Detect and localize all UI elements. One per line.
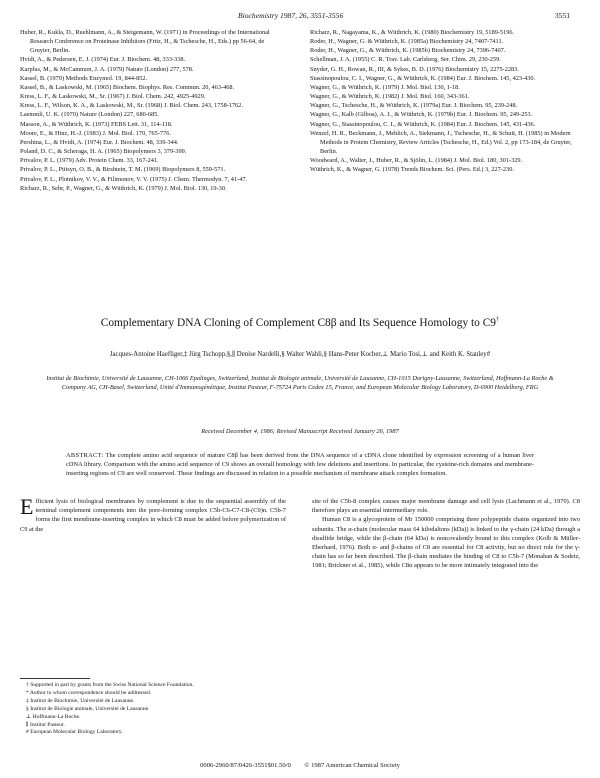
reference-item: Privalov, P. L., Plotnikov, V. V., & Filimonov, V. V. (1975) J. Chem. Thermodyn. 7, 41-47. (20, 175, 248, 183)
reference-item: Kress, L. F., & Laskowski, M., Sr. (1967) J. Biol. Chem. 242, 4925-4929. (20, 93, 206, 101)
footer-copyright: © 1987 American Chemical Society (304, 762, 400, 769)
reference-item: Wagner, G., & Wüthrich, K. (1979) J. Mol. Biol. 130, 1-18. (310, 83, 460, 91)
received-dates: Received December 4, 1986; Revised Manuscript Received January 26, 1987 (201, 428, 399, 435)
footnotes (20, 682, 282, 737)
reference-item: Wagner, G., & Wüthrich, K. (1982) J. Mol. Biol. 160, 343-361. (310, 93, 470, 101)
reference-item: Hvidt, A., & Pedersen, E. J. (1974) Eur. J. Biochem. 48, 333-338. (20, 56, 186, 64)
author-list: Jacques-Antoine Haefliger,‡ Jürg Tschopp,§,∥ Denise Nardelli,§ Walter Wahli,§ Hans-Peter Kocher,⊥ Mario Tosi,⊥ and Keith K. Stanley# (109, 351, 491, 358)
reference-item: Wagner, G., Stassinopoulou, C. I., & Wüthrich, K. (1984) Eur. J. Biochem. 145, 431-436. (310, 120, 536, 128)
reference-item: Roder, H., Wagner, G. & Wüthrich, K. (1985a) Biochemistry 24, 7407-7411. (310, 38, 504, 46)
page-footer (20, 762, 580, 769)
journal-header: Biochemistry 1987, 26, 3551-3556 (238, 11, 344, 20)
reference-item: Pershina, L., & Hvidt, A. (1974) Eur. J. Biochem. 48, 339-344. (20, 138, 179, 146)
reference-item: Masson, A., & Wüthrich, K. (1973) FEBS Lett. 31, 114-118. (20, 120, 173, 128)
footer-code: 0006-2960/87/0426-3551$01.50/0 (200, 762, 291, 769)
reference-item: Privalov, P. L., Ptitsyn, O. B., & Birshtein, T. M. (1969) Biopolymers 8, 559-571. (20, 166, 226, 174)
reference-item: Kress, L. F., Wilson, K. A., & Laskowski, M., Sr. (1968) J. Biol. Chem. 243, 1758-1762. (20, 102, 244, 110)
reference-item: Snyder, G. H., Rowan, R., III, & Sykes, B. D. (1976) Biochemistry 15, 2275-2283. (310, 65, 519, 73)
reference-item: Moore, E., & Hinz, H.-J. (1983) J. Mol. Biol. 170, 765-776. (20, 129, 171, 137)
reference-item: Kassel, B., & Laskowski, M. (1965) Biochem. Biophys. Res. Commun. 20, 463-468. (20, 83, 235, 91)
article-title (20, 312, 580, 331)
reference-item: Richarz, R., Nagayama, K., & Wüthrich, K. (1980) Biochemistry 19, 5189-5196. (310, 29, 515, 36)
reference-item: Wagner, G., Tschesche, H., & Wüthrich, K. (1979a) Eur. J. Biochem. 95, 239-248. (310, 102, 518, 110)
references-right-column (310, 28, 580, 175)
footnote: ‡ Institut de Biochimie, Université de Lausanne. (26, 697, 135, 704)
reference-item: Roder, H., Wagner, G., & Wüthrich, K. (1985b) Biochemistry 24, 7396-7407. (310, 47, 506, 55)
references-left-column (20, 28, 282, 193)
footnote-divider (20, 678, 90, 679)
article-title-text: Complementary DNA Cloning of Complement C8β and Its Sequence Homology to C9 (100, 316, 496, 329)
abstract-text: The complete amino acid sequence of mature C8β has been derived from the DNA sequence of a cDNA clone identified by expression screening of a human liver cDNA library. Comparison with the amino acid sequence of C9 shows an overall homology with few deletions and insertions. In particular, the cysteine-rich domains and membrane-inserting regions of C9 are well conserved. These findings are discussed in relation to a possible mechanism of membrane attack complex formation. (66, 452, 534, 477)
page-number: 3551 (554, 11, 570, 20)
body-left-text: fficient lysis of biological membranes by complement is due to the sequential assembly of the terminal complement components into the pore-forming complex C5b-C6-C7-C8-(C9)n. C5b-7 forms the first membrane-inserting complex in which C8 must be added before polymerization of C9 at the (20, 498, 286, 533)
body-right-paragraph-2: Human C8 is a glycoprotein of Mr 150000 comprising three polypeptide chains organized into two subunits. The α-chain (molecular mass 64 kilodaltons (kDa)) is linked to the γ-chain (24 kDa) through a disulfide bridge, while the β-chain (64 kDa) is noncovalently bound to this complex (Kolb & Müller-Eberhard, 1976). Both α- and β-chains of C8 are essential for C8 activity, but no direct role for the γ-chain has so far been described. The β-chain mediates the binding of C8 to C5b-7 (Monahan & Sodetz, 1981; Brickner et al., 1985), while C8α appears to be more intimately integrated into the (312, 516, 580, 570)
title-footnote-mark: † (496, 316, 500, 323)
reference-item: Karplus, M., & McCammon, J. A. (1979) Nature (London) 277, 578. (20, 65, 194, 73)
drop-cap: E (20, 494, 34, 519)
footnote: # European Molecular Biology Laboratory. (26, 729, 123, 736)
footnote: ∥ Institut Pasteur. (26, 721, 65, 728)
footnote: † Supported in part by grants from the Swiss National Science Foundation. (26, 682, 194, 688)
affiliations: Institut de Biochimie, Université de Lausanne, CH-1066 Epalinges, Switzerland, Institut de Biologie animale, Université de Lausanne, CH-1015 Dorigny-Lausanne, Switzerland, Hoffmann-La Roche & Company AG, CH-Basel, Switzerland, Unité d'Immunogénétique, Institut Pasteur, F-75724 Paris Cedex 15, France, and European Molecular Biology Laboratory, D-6900 Heidelberg, FRG (46, 375, 554, 391)
reference-item: Wenzel, H. R., Beckmann, J., Mehlich, A., Siekmann, J., Tschesche, H., & Schutt, H. (1985) in Modern Methods in Protein Chemistry, Review Articles (Tschesche, H., Ed.) Vol. 2, pp 173-184, de Gruyter, Berlin. (310, 129, 572, 156)
reference-item: Laemmli, U. K. (1970) Nature (London) 227, 680-685. (20, 111, 159, 119)
reference-item: Schellman, J. A. (1955) C. R. Trav. Lab. Carlsberg, Ser. Chim. 29, 230-259. (310, 56, 501, 64)
reference-item: Woodward, A., Walter, J., Huber, R., & Sjölin, L. (1984) J. Mol. Biol. 180, 301-329. (310, 157, 523, 165)
footnote: ⊥ Hoffmann-La Roche. (26, 713, 81, 720)
abstract-label: ABSTRACT: (66, 452, 104, 459)
reference-item: Richarz, R., Sehr, P., Wagner, G., & Wüthrich, K. (1979) J. Mol. Biol. 130, 19-30. (20, 184, 227, 192)
reference-item: Wüthrich, K., & Wagner, G. (1978) Trends Biochem. Sci. (Pers. Ed.) 3, 227-230. (310, 166, 514, 174)
body-right-paragraph-1: site of the C5b-8 complex causes major membrane damage and cell lysis (Lachmann et al., 1970). C8 therefore plays an essential intermediary role. (312, 498, 580, 515)
reference-item: Kassel, B. (1970) Methods Enzymol. 19, 844-852. (20, 74, 148, 82)
reference-item: Poland, D. C., & Scheraga, H. A. (1965) Biopolymers 3, 379-399. (20, 148, 187, 156)
body-column-right (312, 497, 580, 571)
footnote: * Author to whom correspondence should be addressed. (26, 689, 152, 696)
body-column-left (20, 494, 286, 534)
abstract (66, 451, 534, 478)
footnote: § Institut de Biologie animale, Université de Lausanne. (26, 705, 150, 712)
reference-item: Stassinopoulou, C. I., Wagner, G., & Wüthrich, K. (1984) Eur. J. Biochem. 145, 423-430. (310, 74, 536, 82)
reference-item: Privalov, P. L. (1979) Adv. Protein Chem. 33, 167-241. (20, 157, 159, 165)
reference-item: Huber, R., Kukla, D., Ruehlmann, A., & Steigemann, W. (1971) in Proceedings of the International Research Conference on Proteinase Inhibitors (Fritz, H., & Tschesche, H., Eds.) pp 56-64, de Gruyter, Berlin. (20, 29, 270, 55)
reference-item: Wagner, G., Kalb (Gilboa), A. J., & Wüthrich, K. (1979b) Eur. J. Biochem. 95, 249-253. (310, 111, 533, 119)
